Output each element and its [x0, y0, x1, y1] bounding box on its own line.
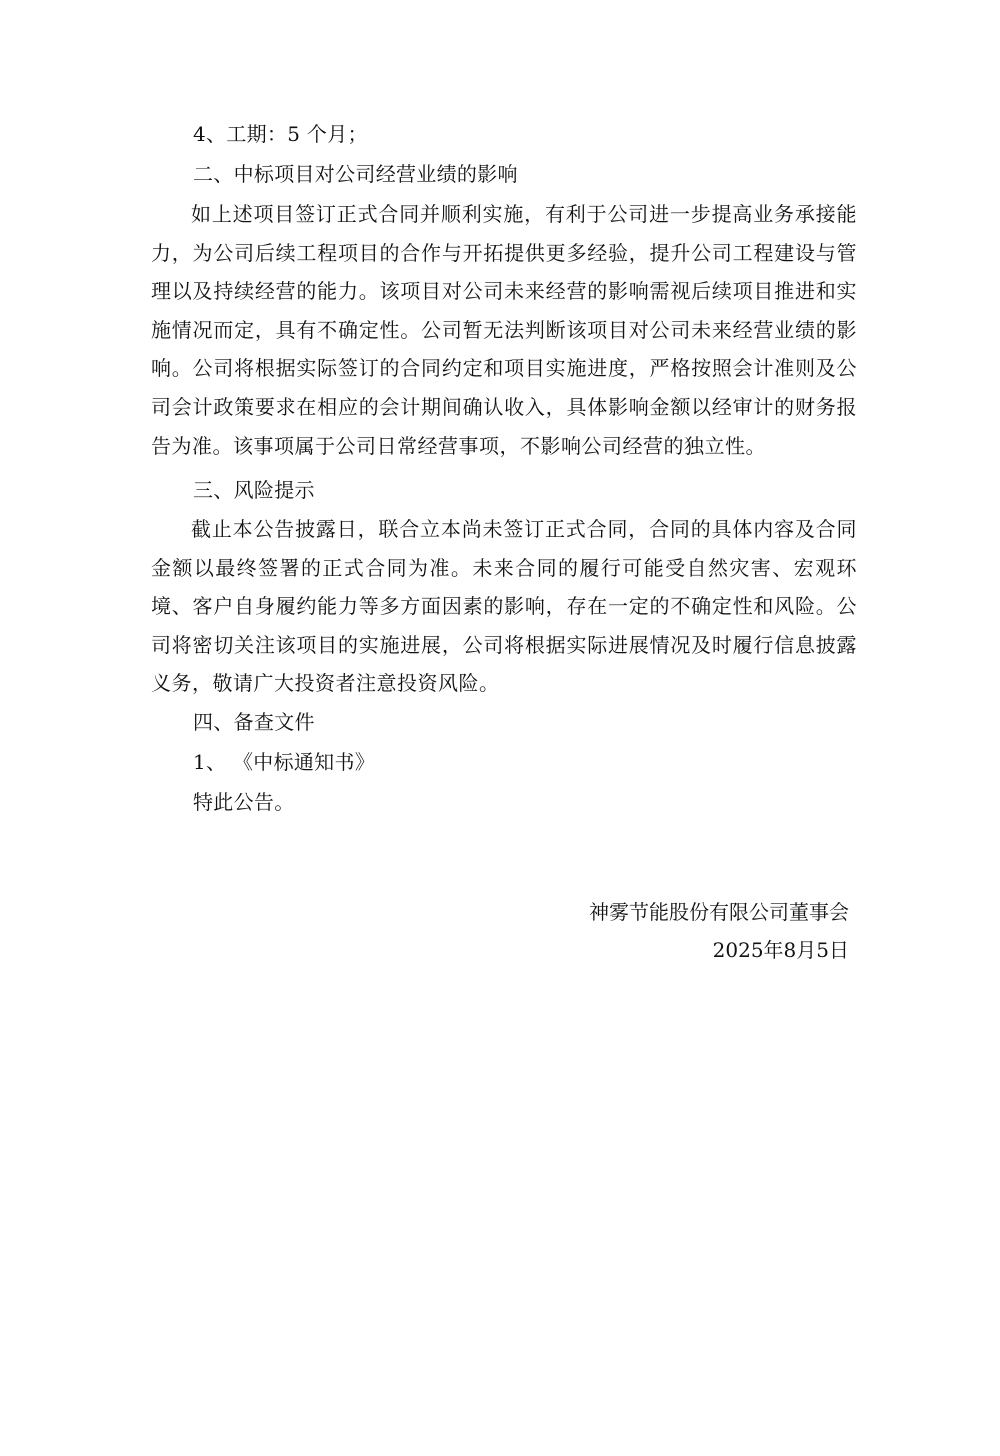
section2-body: 如上述项目签订正式合同并顺利实施，有利于公司进一步提高业务承接能力，为公司后续工程项目的合作与开拓提供更多经验，提升公司工程建设与管理以及持续经营的能力。该项目对公司未来经营的影响需视后续项目推进和实施情况而定，具有不确定性。公司暂无法判断该项目对公司未来经营业绩的影响。公司将根据实际签订的合同约定和项目实施进度，严格按照会计准则及公司会计政策要求在相应的会计期间确认收入，具体影响金额以经审计的财务报告为准。该事项属于公司日常经营事项，不影响公司经营的独立性。 — [151, 202, 857, 458]
signature-company: 神雾节能股份有限公司董事会 — [589, 900, 849, 924]
closing-text: 特此公告。 — [193, 790, 295, 814]
section3-heading: 三、风险提示 — [193, 478, 315, 502]
signature-date: 2025年8月5日 — [712, 938, 849, 962]
item-duration: 4、工期：5 个月； — [193, 122, 368, 146]
attachment-item: 1、 《中标通知书》 — [193, 750, 376, 774]
section2-heading: 二、中标项目对公司经营业绩的影响 — [193, 162, 518, 186]
section3-body: 截止本公告披露日，联合立本尚未签订正式合同，合同的具体内容及合同金额以最终签署的正式合同为准。未来合同的履行可能受自然灾害、宏观环境、客户自身履约能力等多方面因素的影响，存在一定的不确定性和风险。公司将密切关注该项目的实施进展，公司将根据实际进展情况及时履行信息披露义务，敬请广大投资者注意投资风险。 — [151, 517, 857, 696]
section4-heading: 四、备查文件 — [193, 710, 315, 734]
